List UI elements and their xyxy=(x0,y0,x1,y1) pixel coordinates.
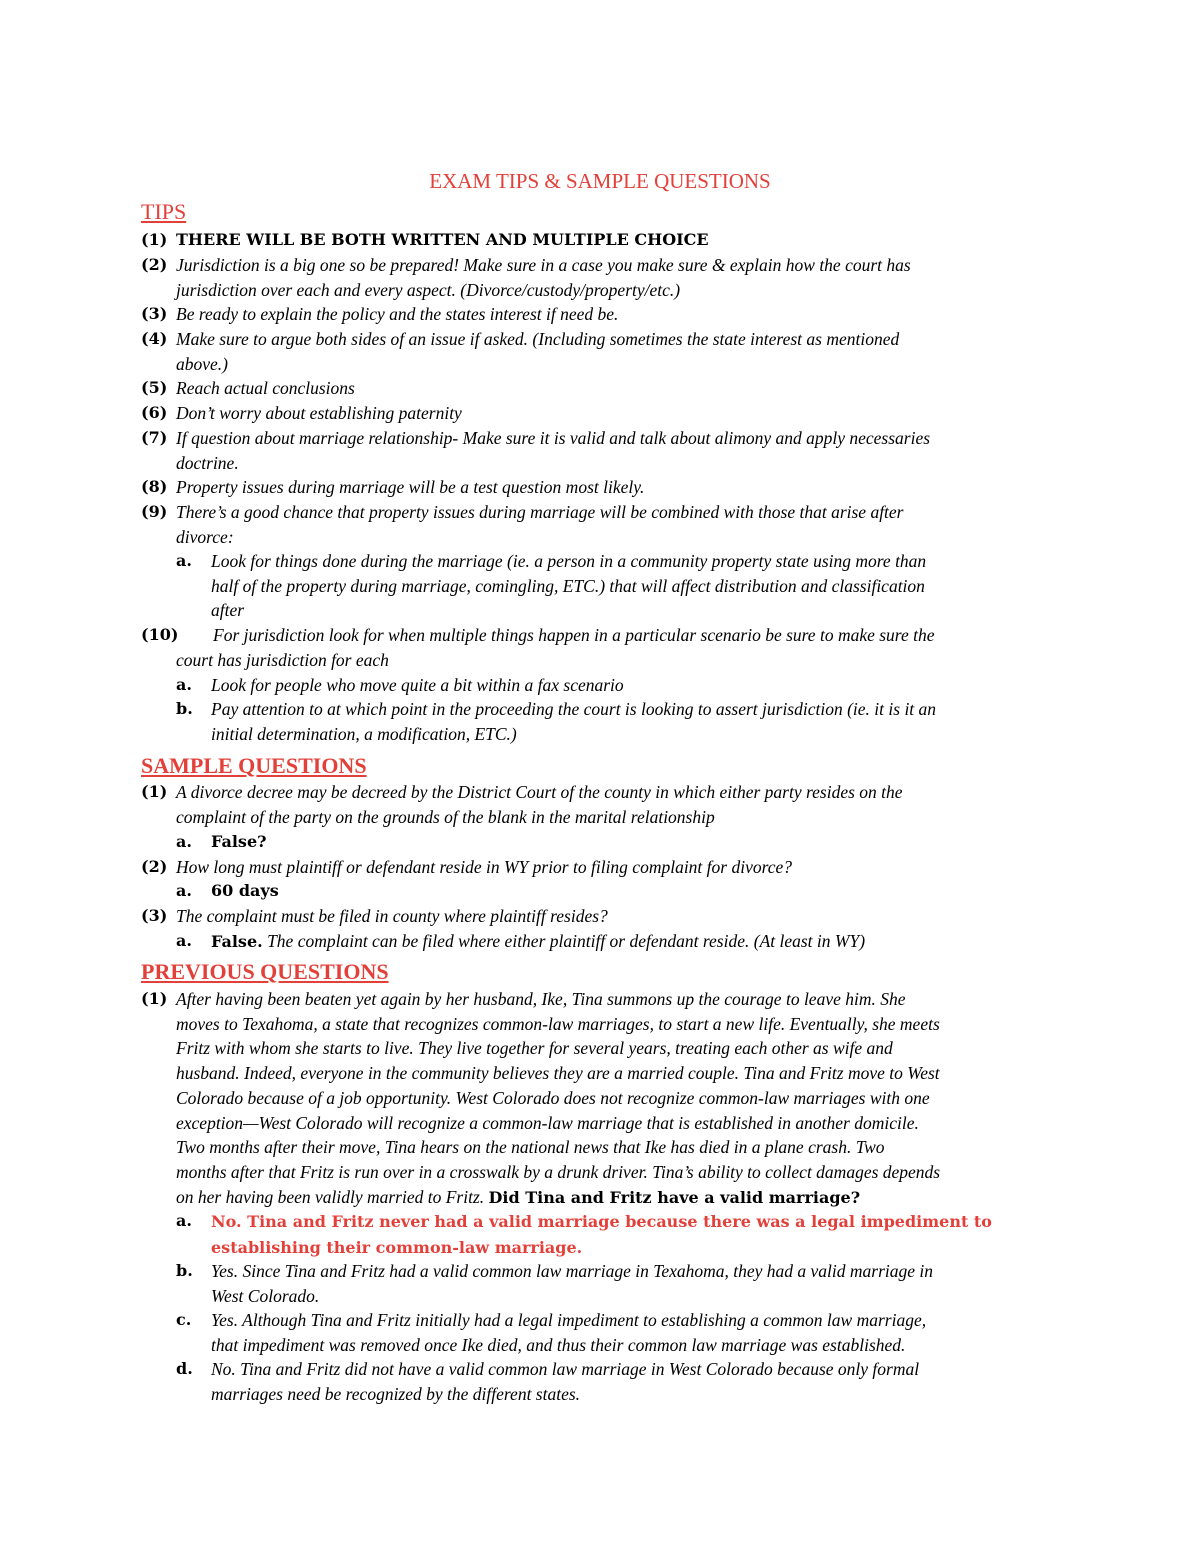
sub-letter: a. xyxy=(176,551,192,570)
item-text: divorce: xyxy=(176,526,234,547)
sub-letter: a. xyxy=(176,931,192,950)
answer-bold: False. xyxy=(211,932,263,951)
item-text: Property issues during marriage will be a test question most likely. xyxy=(176,477,645,497)
sub-letter: d. xyxy=(176,1359,193,1378)
item-text: moves to Texahoma, a state that recognizes common-law marriages, to start a new life. Eventually, she meets xyxy=(176,1013,940,1034)
item-number: (6) xyxy=(141,403,168,422)
tip-item xyxy=(141,623,1071,672)
correct-answer-text: establishing their common-law marriage. xyxy=(211,1237,583,1257)
item-number: (4) xyxy=(141,329,168,348)
item-number: (9) xyxy=(141,502,168,521)
sample-questions-heading: SAMPLE QUESTIONS xyxy=(141,753,367,778)
item-text: complaint of the party on the grounds of the blank in the marital relationship xyxy=(176,806,715,827)
question-item xyxy=(141,780,1071,829)
item-number: (3) xyxy=(141,304,168,323)
item-text: jurisdiction over each and every aspect. (Divorce/custody/property/etc.) xyxy=(176,279,681,300)
item-number: (8) xyxy=(141,477,168,496)
choice-text: West Colorado. xyxy=(211,1285,320,1306)
page-title: EXAM TIPS & SAMPLE QUESTIONS xyxy=(429,169,771,193)
choice-text: No. Tina and Fritz did not have a valid common law marriage in West Colorado because only formal xyxy=(211,1359,920,1379)
sub-item xyxy=(176,697,1056,746)
tip-item xyxy=(141,376,1071,401)
item-text: The complaint must be filed in county where plaintiff resides? xyxy=(176,906,608,926)
item-number: (1) xyxy=(141,230,168,249)
item-text: If question about marriage relationship- Make sure it is valid and talk about alimony and apply necessaries xyxy=(176,428,931,448)
sub-letter: a. xyxy=(176,675,192,694)
item-text: A divorce decree may be decreed by the District Court of the county in which either party resides on the xyxy=(176,782,903,802)
sub-letter: a. xyxy=(176,1211,192,1230)
tip-item xyxy=(141,475,1071,500)
choice-item xyxy=(176,1357,1056,1406)
item-text: court has jurisdiction for each xyxy=(176,649,389,670)
item-text: Be ready to explain the policy and the states interest if need be. xyxy=(176,304,619,324)
choice-item xyxy=(176,1209,1056,1260)
previous-questions-heading: PREVIOUS QUESTIONS xyxy=(141,959,389,984)
item-text: Colorado because of a job opportunity. West Colorado does not recognize common-law marriages with one xyxy=(176,1087,930,1108)
sub-letter: a. xyxy=(176,832,192,851)
choice-text: that impediment was removed once Ike died, and thus their common law marriage was established. xyxy=(211,1334,906,1355)
tip-item xyxy=(141,228,1071,253)
sub-text: half of the property during marriage, comingling, ETC.) that will affect distribution and classification xyxy=(211,575,925,596)
answer-text: 60 days xyxy=(211,881,279,900)
answer-item xyxy=(176,929,1056,955)
sub-text: Look for things done during the marriage (ie. a person in a community property state using more than xyxy=(211,551,927,571)
sub-letter: b. xyxy=(176,1261,193,1280)
item-text: After having been beaten yet again by her husband, Ike, Tina summons up the courage to leave him. She xyxy=(176,989,906,1009)
item-number: (2) xyxy=(141,857,168,876)
answer-text: The complaint can be filed where either plaintiff or defendant reside. (At least in WY) xyxy=(262,931,866,951)
correct-answer-text: No. Tina and Fritz never had a valid marriage because there was a legal impediment to xyxy=(211,1212,992,1231)
question-item xyxy=(141,904,1071,929)
item-text: Jurisdiction is a big one so be prepared! Make sure in a case you make sure & explain how the court has xyxy=(176,255,911,275)
choice-text: marriages need be recognized by the different states. xyxy=(211,1383,581,1404)
answer-item xyxy=(176,879,1056,904)
tip-item xyxy=(141,401,1071,426)
item-number: (10) xyxy=(141,625,179,644)
choice-text: Yes. Although Tina and Fritz initially had a legal impediment to establishing a common law marriage, xyxy=(211,1310,927,1330)
sub-item xyxy=(176,549,1056,623)
choice-item xyxy=(176,1259,1056,1308)
item-number: (3) xyxy=(141,906,168,925)
sub-text: initial determination, a modification, ETC.) xyxy=(211,723,517,744)
item-text: Fritz with whom she starts to live. They live together for several years, treating each other as wife and xyxy=(176,1038,893,1059)
item-text: months after that Fritz is run over in a crosswalk by a drunk driver. Tina’s ability to collect damages depends xyxy=(176,1161,941,1182)
item-text: exception—West Colorado will recognize a common-law marriage that is established in another domicile. xyxy=(176,1112,919,1133)
sub-text: Pay attention to at which point in the proceeding the court is looking to assert jurisdiction (ie. it is it an xyxy=(211,699,937,719)
tip-item xyxy=(141,426,1071,475)
tips-heading: TIPS xyxy=(141,199,187,224)
item-text: For jurisdiction look for when multiple things happen in a particular scenario be sure to make sure the xyxy=(213,625,935,645)
item-number: (5) xyxy=(141,378,168,397)
item-text: doctrine. xyxy=(176,452,239,473)
sub-letter: c. xyxy=(176,1310,192,1329)
choice-text: Yes. Since Tina and Fritz had a valid common law marriage in Texahoma, they had a valid marriage in xyxy=(211,1261,934,1281)
question-item xyxy=(141,855,1071,880)
answer-text: False? xyxy=(211,832,267,851)
item-number: (1) xyxy=(141,782,168,801)
item-number: (7) xyxy=(141,428,168,447)
sub-letter: a. xyxy=(176,881,192,900)
answer-item xyxy=(176,830,1056,855)
question-item xyxy=(141,987,1071,1210)
item-text: Two months after their move, Tina hears on the national news that Ike has died in a plane crash. Two xyxy=(176,1137,885,1158)
sub-text: after xyxy=(211,600,245,621)
tip-item xyxy=(141,500,1071,549)
sub-text: Look for people who move quite a bit within a fax scenario xyxy=(211,675,624,695)
item-text: above.) xyxy=(176,353,228,374)
item-text: Don’t worry about establishing paternity xyxy=(176,403,462,423)
item-text: Make sure to argue both sides of an issue if asked. (Including sometimes the state interest as mentioned xyxy=(176,329,900,349)
item-text: THERE WILL BE BOTH WRITTEN AND MULTIPLE CHOICE xyxy=(176,230,709,249)
item-text: Reach actual conclusions xyxy=(176,378,355,398)
tip-item xyxy=(141,302,1071,327)
question-bold: Did Tina and Fritz have a valid marriage? xyxy=(488,1187,861,1207)
tip-item xyxy=(141,327,1071,376)
item-number: (1) xyxy=(141,989,168,1008)
item-number: (2) xyxy=(141,255,168,274)
item-text: husband. Indeed, everyone in the community believes they are a married couple. Tina and Fritz move to West xyxy=(176,1063,940,1084)
choice-item xyxy=(176,1308,1056,1357)
sub-letter: b. xyxy=(176,699,193,718)
sub-item xyxy=(176,673,1056,698)
item-text: How long must plaintiff or defendant reside in WY prior to filing complaint for divorce? xyxy=(176,857,793,877)
tip-item xyxy=(141,253,1071,302)
item-text: There’s a good chance that property issues during marriage will be combined with those that arise after xyxy=(176,502,904,522)
item-text: on her having been validly married to Fritz. xyxy=(176,1186,489,1207)
